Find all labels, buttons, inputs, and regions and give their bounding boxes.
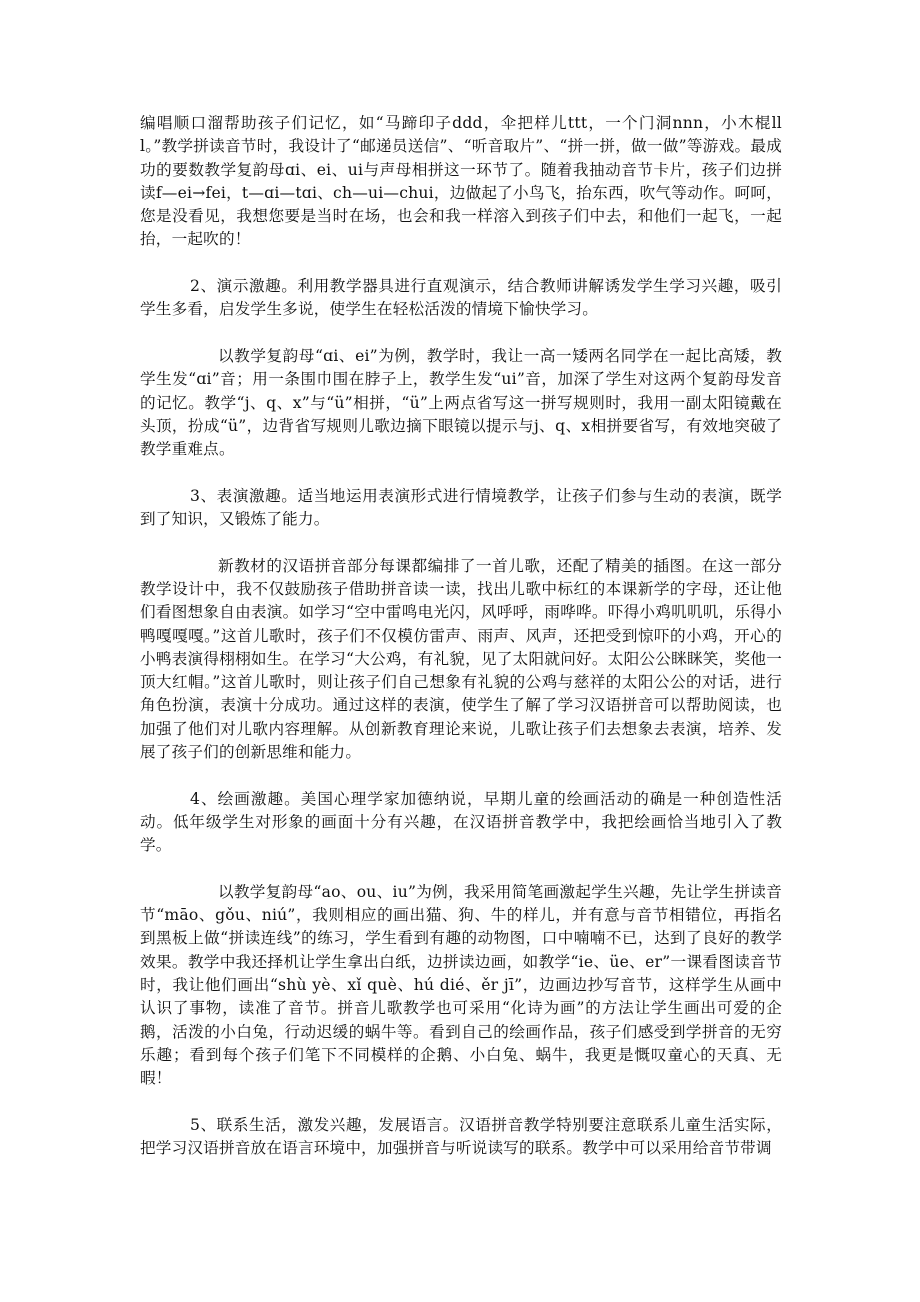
paragraph-performance-example: 新教材的汉语拼音部分每课都编排了一首儿歌，还配了精美的插图。在这一部分教学设计中，我不仅鼓励孩子借助拼音读一读，找出儿歌中标红的本课新学的字母，还让他们看图想象自由表演。如学习“空中雷鸣电光闪，风呼呼，雨哗哗。吓得小鸡叽叽叽，乐得小鸭嘎嘎嘎。”这首儿歌时，孩子们不仅模仿雷声、雨声、风声，还把受到惊吓的小鸡，开心的小鸭表演得栩栩如生。在学习“大公鸡，有礼貌，见了太阳就问好。太阳公公眯眯笑，奖他一顶大红帽。”这首儿歌时，则让孩子们自己想象有礼貌的公鸡与慈祥的太阳公公的对话，进行角色扮演，表演十分成功。通过这样的表演，使学生了解了学习汉语拼音可以帮助阅读，也加强了他们对儿歌内容理解。从创新教育理论来说，儿歌让孩子们去想象去表演，培养、发展了孩子们的创新思维和能力。 xyxy=(140,556,782,762)
document-body xyxy=(140,112,782,1184)
paragraph-mnemonic-games: 编唱顺口溜帮助孩子们记忆，如“马蹄印子ddd，伞把样儿ttt，一个门洞nnn，小木棍ll l。”教学拼读音节时，我设计了“邮递员送信”、“听音取片”、“拼一拼，做一做”等游戏。最成功的要数教学复韵母ɑi、ei、ui与声母相拼这一环节了。随着我抽动音节卡片，孩子们边拼读f—ei→fei，t—ɑi—tɑi、ch—ui—chui，边做起了小鸟飞，抬东西，吹气等动作。呵呵，您是没看见，我想您要是当时在场，也会和我一样溶入到孩子们中去，和他们一起飞，一起抬，一起吹的！ xyxy=(140,114,782,249)
paragraph-life-connection-heading: 5、联系生活，激发兴趣，发展语言。汉语拼音教学特别要注意联系儿童生活实际，把学习汉语拼音放在语言环境中，加强拼音与听说读写的联系。教学中可以采用给音节带调 xyxy=(140,1115,782,1158)
paragraph-drawing-example: 以教学复韵母“ao、ou、iu”为例，我采用简笔画激起学生兴趣，先让学生拼读音节“māo、gǒu、niú”，我则相应的画出猫、狗、牛的样儿，并有意与音节相错位，再指名到黑板上做“拼读连线”的练习，学生看到有趣的动物图，口中喃喃不已，达到了良好的教学效果。教学中我还择机让学生拿出白纸，边拼读边画，如教学“ie、üe、er”一课看图读音节时，我让他们画出“shù yè、xǐ què、hú dié、ěr jī”，边画边抄写音节，这样学生从画中认识了事物，读准了音节。拼音儿歌教学也可采用“化诗为画”的方法让学生画出可爱的企鹅，活泼的小白兔，行动迟缓的蜗牛等。看到自己的绘画作品，孩子们感受到学拼音的无穷乐趣；看到每个孩子们笔下不同模样的企鹅、小白兔、蜗牛，我更是慨叹童心的天真、无暇！ xyxy=(140,882,782,1088)
paragraph-performance-heading: 3、表演激趣。适当地运用表演形式进行情境教学，让孩子们参与生动的表演，既学到了知识，又锻炼了能力。 xyxy=(140,486,782,529)
paragraph-demonstration-heading: 2、演示激趣。利用教学器具进行直观演示，结合教师讲解诱发学生学习兴趣，吸引学生多看，启发学生多说，使学生在轻松活泼的情境下愉快学习。 xyxy=(140,277,782,319)
paragraph-demonstration-example: 以教学复韵母“ɑi、ei”为例，教学时，我让一高一矮两名同学在一起比高矮，教学生发“ɑi”音；用一条围巾围在脖子上，教学生发“ui”音，加深了学生对这两个复韵母发音的记忆。教学“j、q、x”与“ü”相拼，“ü”上两点省写这一拼写规则时，我用一副太阳镜戴在头顶，扮成“ü”，边背省写规则儿歌边摘下眼镜以提示与j、q、x相拼要省写，有效地突破了教学重难点。 xyxy=(140,346,782,459)
paragraph-drawing-heading: 4、绘画激趣。美国心理学家加德纳说，早期儿童的绘画活动的确是一种创造性活动。低年级学生对形象的画面十分有兴趣，在汉语拼音教学中，我把绘画恰当地引入了教学。 xyxy=(140,789,782,855)
